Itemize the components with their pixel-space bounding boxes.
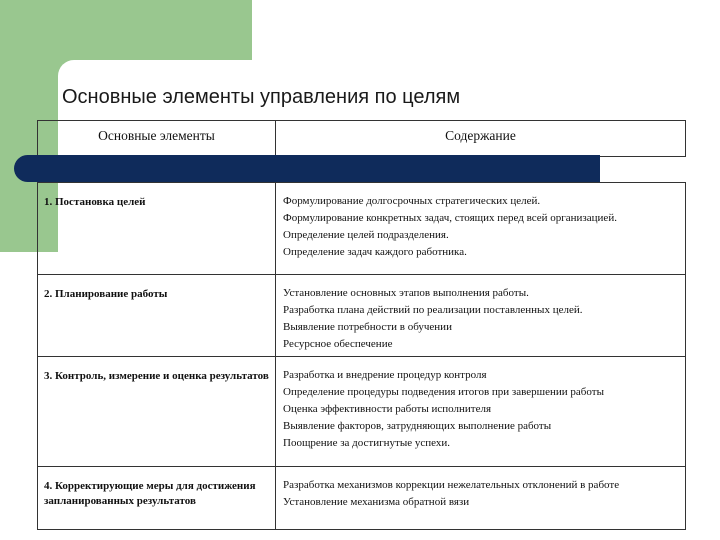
row-content [276, 183, 686, 275]
header-elements: Основные элементы [38, 121, 276, 157]
content-line: Ресурсное обеспечение [283, 338, 393, 350]
content-line: Оценка эффективности работы исполнителя [283, 403, 492, 415]
row-element: 1. Постановка целей [38, 183, 276, 275]
content-line: Выявление потребности в обучении [283, 321, 452, 333]
table-row [38, 275, 686, 357]
content-line: Поощрение за достигнутые успехи. [283, 437, 450, 449]
table-header-row [38, 121, 686, 157]
table-row [38, 467, 686, 530]
table-row [38, 357, 686, 467]
content-line: Разработка механизмов коррекции нежелательных отклонений в работе [283, 479, 620, 491]
content-line: Выявление факторов, затрудняющих выполнение работы [283, 420, 552, 432]
navy-accent-bar [14, 155, 600, 182]
row-content [276, 357, 686, 467]
content-line: Определение целей подразделения. [283, 229, 449, 241]
row-element: 3. Контроль, измерение и оценка результатов [38, 357, 276, 467]
row-element: 2. Планирование работы [38, 275, 276, 357]
table-row [38, 183, 686, 275]
row-content [276, 275, 686, 357]
content-line: Формулирование конкретных задач, стоящих перед всей организацией. [283, 212, 617, 224]
row-content [276, 467, 686, 530]
row-element: 4. Корректирующие меры для достижения запланированных результатов [38, 467, 276, 530]
content-line: Разработка и внедрение процедур контроля [283, 369, 487, 381]
header-content: Содержание [276, 121, 686, 157]
slide-title: Основные элементы управления по целям [62, 86, 461, 108]
content-line: Определение процедуры подведения итогов при завершении работы [283, 386, 604, 398]
content-line: Определение задач каждого работника. [283, 246, 467, 258]
content-line: Установление механизма обратной вязи [283, 496, 470, 508]
content-line: Разработка плана действий по реализации поставленных целей. [283, 304, 583, 316]
content-line: Формулирование долгосрочных стратегических целей. [283, 195, 541, 207]
content-line: Установление основных этапов выполнения работы. [283, 287, 529, 299]
